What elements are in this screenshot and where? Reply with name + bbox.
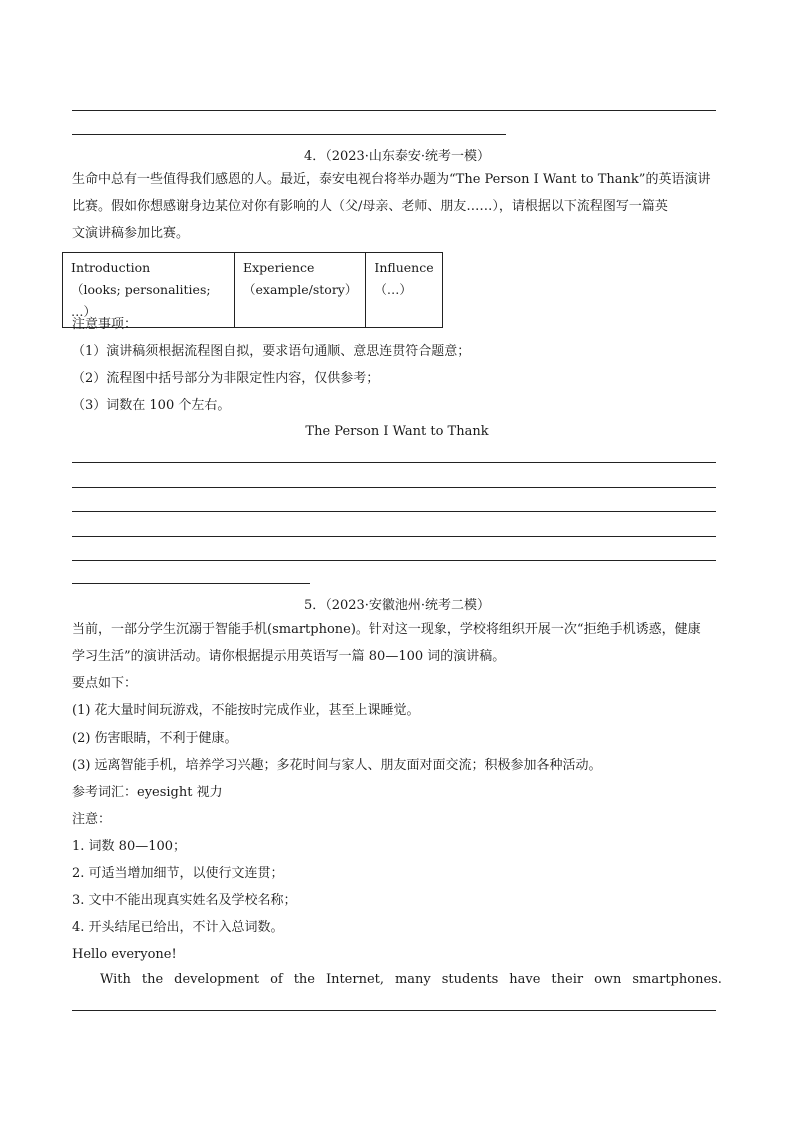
q4-paragraph-line: 文演讲稿参加比赛。 xyxy=(72,226,190,241)
greeting-line: Hello everyone! xyxy=(72,947,177,962)
point-item: (3) 远离智能手机，培养学习兴趣；多花时间与家人、朋友面对面交流；积极参加各种活动。 xyxy=(72,758,602,773)
cell-title: Introduction xyxy=(71,260,151,275)
essay-word: own xyxy=(594,972,622,987)
cell-subtitle: （example/story） xyxy=(243,282,358,297)
q4-paragraph-line: 比赛。假如你想感谢身边某位对你有影响的人（父/母亲、老师、朋友……），请根据以下流程图写一篇英 xyxy=(72,199,668,214)
cell-title: Influence xyxy=(374,260,434,275)
attention-item: 4. 开头结尾已给出，不计入总词数。 xyxy=(72,920,284,935)
answer-line xyxy=(72,560,716,561)
note-item: （3）词数在 100 个左右。 xyxy=(72,398,231,413)
essay-word: their xyxy=(551,972,584,987)
cell-subtitle: （…） xyxy=(374,282,412,297)
essay-word: have xyxy=(509,972,541,987)
cell-title: Experience xyxy=(243,260,315,275)
attention-item: 2. 可适当增加细节，以使行文连贯； xyxy=(72,866,284,881)
notes-title: 注意事项： xyxy=(72,317,138,332)
essay-word: of xyxy=(270,972,283,987)
essay-word: smartphones. xyxy=(632,972,722,987)
answer-line xyxy=(72,1010,716,1011)
points-title: 要点如下： xyxy=(72,676,138,691)
answer-line xyxy=(72,536,716,537)
essay-title: The Person I Want to Thank xyxy=(305,424,489,439)
answer-line xyxy=(72,511,716,512)
cell-subtitle: （looks; personalities; …） xyxy=(71,282,211,319)
essay-word: the xyxy=(141,972,164,987)
essay-word: With xyxy=(100,972,131,987)
flowchart-cell-experience xyxy=(235,253,366,328)
vocab-line: 参考词汇：eyesight 视力 xyxy=(72,785,223,800)
attention-title: 注意： xyxy=(72,812,112,827)
note-item: （2）流程图中括号部分为非限定性内容，仅供参考； xyxy=(72,371,380,386)
q5-paragraph-line: 学习生活”的演讲活动。请你根据提示用英语写一篇 80—100 词的演讲稿。 xyxy=(72,649,506,664)
question-5-header: 5．（2023·安徽池州·统考二模） xyxy=(303,598,491,613)
essay-word: many xyxy=(394,972,431,987)
essay-word: development xyxy=(174,972,260,987)
answer-line xyxy=(72,583,310,584)
answer-line xyxy=(72,110,716,111)
answer-line xyxy=(72,462,716,463)
flowchart-cell-influence xyxy=(366,253,442,328)
attention-item: 1. 词数 80—100； xyxy=(72,839,187,854)
point-item: (1) 花大量时间玩游戏，不能按时完成作业，甚至上课睡觉。 xyxy=(72,703,420,718)
q5-paragraph-line: 当前，一部分学生沉溺于智能手机(smartphone)。针对这一现象，学校将组织开展一次“拒绝手机诱惑，健康 xyxy=(72,622,701,637)
q4-paragraph-line: 生命中总有一些值得我们感恩的人。最近，泰安电视台将举办题为“The Person I Want to Thank”的英语演讲 xyxy=(72,172,711,187)
essay-word: Internet, xyxy=(325,972,385,987)
answer-line xyxy=(72,134,506,135)
point-item: (2) 伤害眼睛，不利于健康。 xyxy=(72,731,238,746)
essay-start-line xyxy=(100,970,722,990)
note-item: （1）演讲稿须根据流程图自拟，要求语句通顺、意思连贯符合题意； xyxy=(72,344,471,359)
answer-line xyxy=(72,487,716,488)
question-4-header: 4．（2023·山东泰安·统考一模） xyxy=(303,149,491,164)
essay-word: the xyxy=(293,972,315,987)
attention-item: 3. 文中不能出现真实姓名及学校名称； xyxy=(72,893,297,908)
essay-word: students xyxy=(441,972,499,987)
